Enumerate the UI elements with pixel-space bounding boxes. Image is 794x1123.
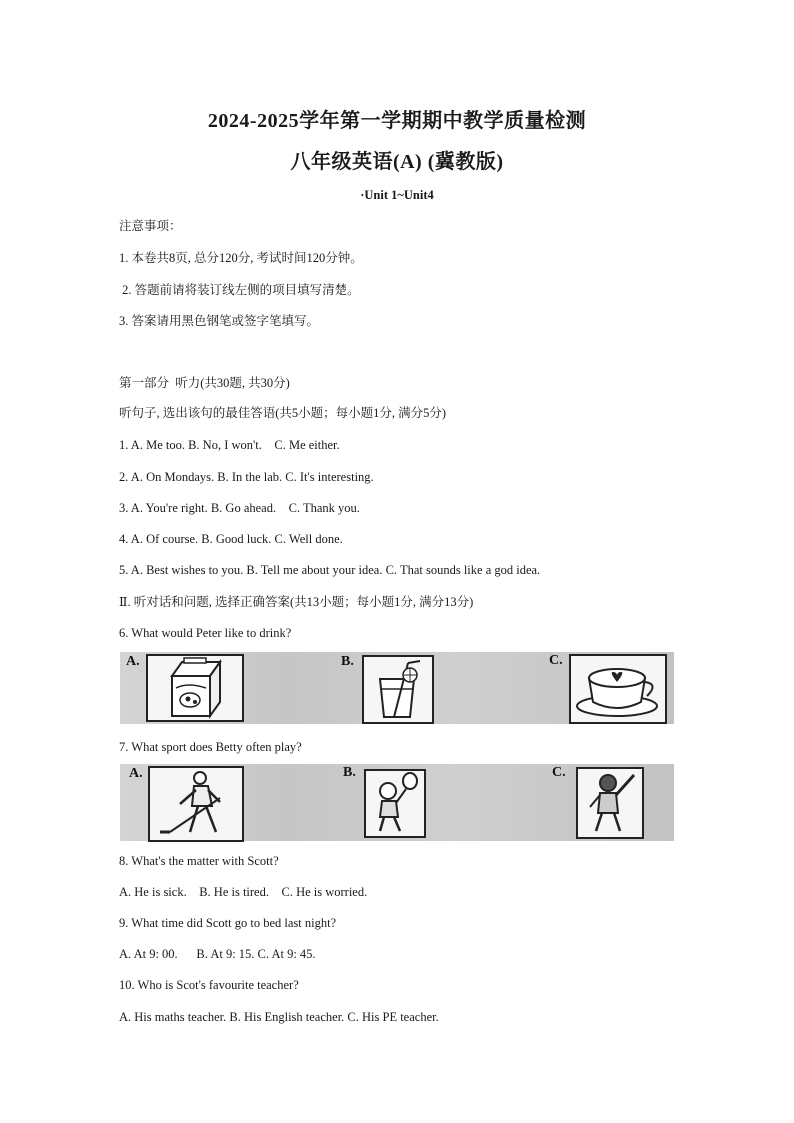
question-item: 2. A. On Mondays. B. In the lab. C. It's interesting.: [119, 470, 374, 484]
exam-title: 2024-2025学年第一学期期中教学质量检测: [207, 110, 587, 132]
notes-heading: 注意事项：: [119, 219, 182, 233]
option-letter: A.: [129, 766, 143, 781]
option-letter: A.: [126, 654, 140, 669]
question-item: 5. A. Best wishes to you. B. Tell me about your idea. C. That sounds like a god idea.: [119, 563, 541, 577]
question-9: 9. What time did Scott go to bed last night?: [119, 916, 337, 930]
question-8-options: A. He is sick. B. He is tired. C. He is worried.: [119, 885, 368, 899]
option-letter: C.: [552, 765, 566, 780]
note-item: 3. 答案请用黑色钢笔或签字笔填写。: [119, 314, 320, 328]
question-6: 6. What would Peter like to drink?: [119, 626, 292, 640]
question-9-options: A. At 9: 00. B. At 9: 15. C. At 9: 45.: [119, 947, 316, 961]
question-7: 7. What sport does Betty often play?: [119, 740, 302, 754]
milk-carton-icon: [146, 654, 244, 722]
exam-subtitle: 八年级英语(A) (冀教版): [290, 151, 504, 173]
note-item: 2. 答题前请将装订线左侧的项目填写清楚。: [119, 283, 360, 297]
section2-instruction: Ⅱ. 听对话和问题, 选择正确答案(共13小题；每小题1分, 满分13分): [119, 595, 474, 609]
question-item: 1. A. Me too. B. No, I won't. C. Me either.: [119, 438, 340, 452]
coffee-cup-icon: [569, 654, 667, 724]
part1-heading: 第一部分 听力(共30题, 共30分): [119, 376, 290, 390]
juice-glass-icon: [362, 655, 434, 724]
section1-instruction: 听句子, 选出该句的最佳答语(共5小题；每小题1分, 满分5分): [119, 406, 447, 420]
question-8: 8. What's the matter with Scott?: [119, 854, 279, 868]
question-item: 4. A. Of course. B. Good luck. C. Well done.: [119, 532, 343, 546]
question-10: 10. Who is Scot's favourite teacher?: [119, 978, 299, 992]
hockey-player-icon: [148, 766, 244, 842]
note-item: 1. 本卷共8页, 总分120分, 考试时间120分钟。: [119, 251, 363, 265]
option-letter: B.: [341, 654, 354, 669]
unit-range: ·Unit 1~Unit4: [360, 188, 434, 202]
baseball-player-icon: [576, 767, 644, 839]
option-letter: B.: [343, 765, 356, 780]
q7-picture-options: [120, 764, 674, 841]
option-letter: C.: [549, 653, 563, 668]
q6-picture-options: [120, 652, 674, 724]
question-item: 3. A. You're right. B. Go ahead. C. Thank you.: [119, 501, 360, 515]
question-10-options: A. His maths teacher. B. His English teacher. C. His PE teacher.: [119, 1010, 439, 1024]
tennis-player-icon: [364, 769, 426, 838]
